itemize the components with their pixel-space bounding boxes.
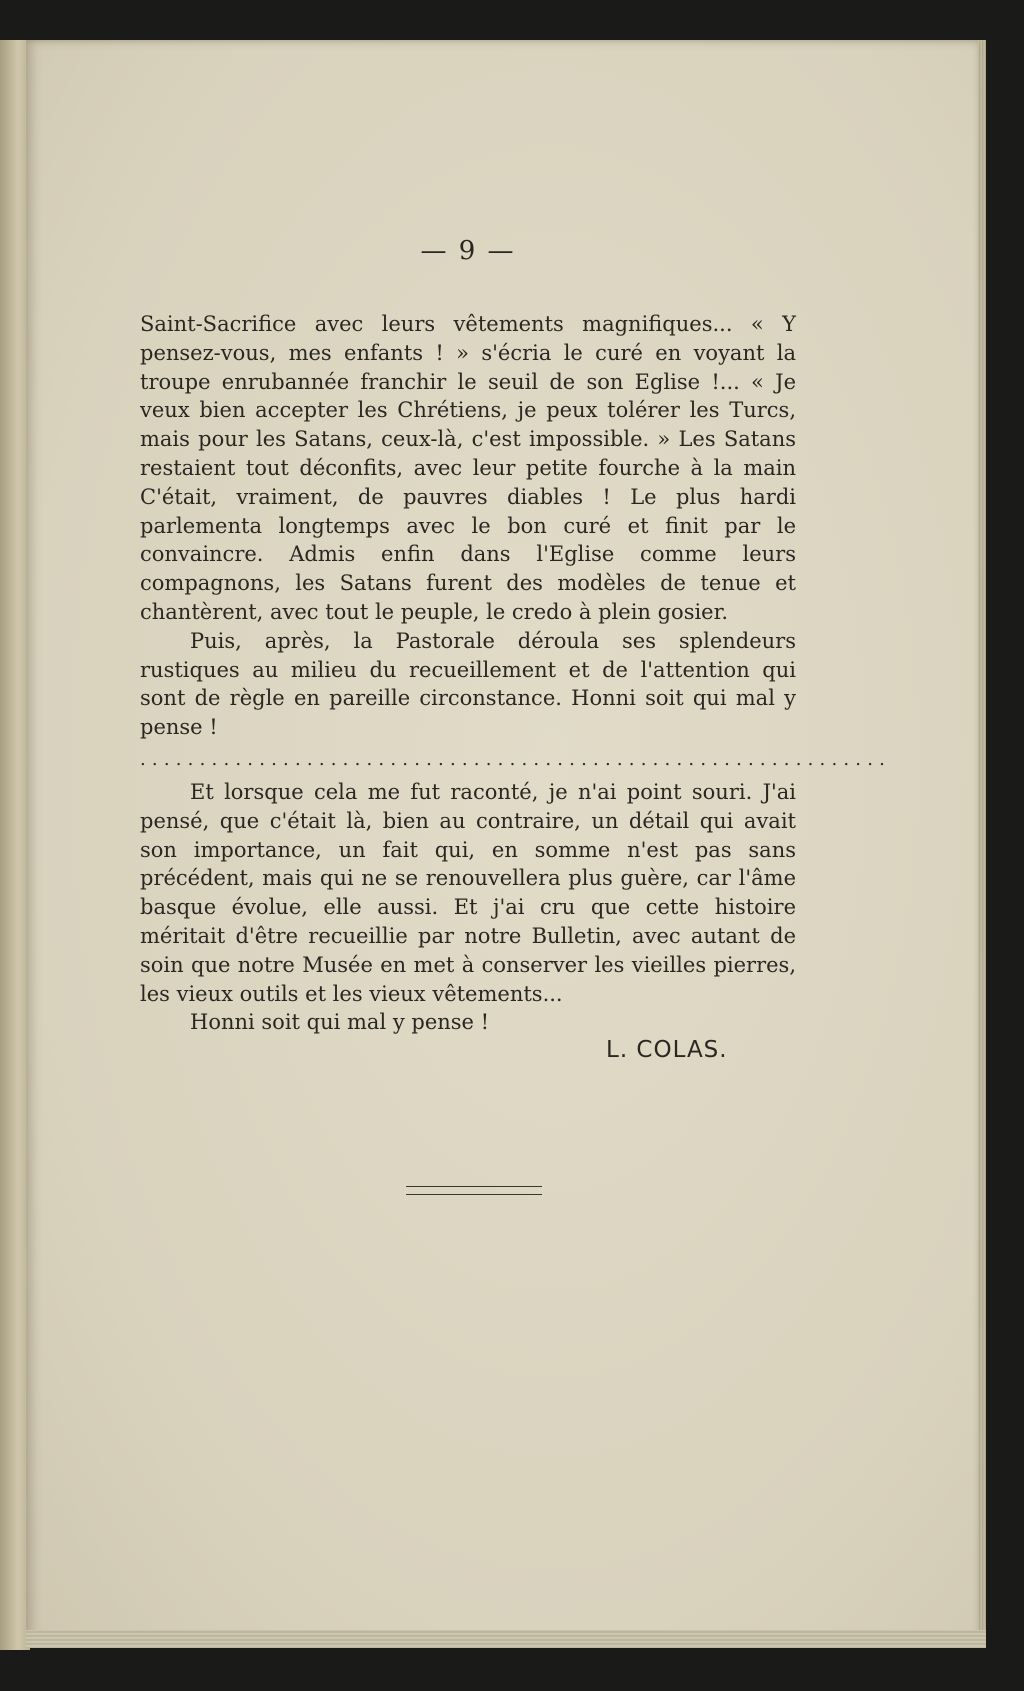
paragraph-4: Honni soit qui mal y pense ! — [190, 1010, 490, 1035]
page-stack-edge-right — [978, 40, 986, 1648]
paragraph-1: Saint-Sacrifice avec leurs vêtements magnifiques... « Y pensez-vous, mes enfants ! » s'écria le curé en voyant la troupe enrubannée franchir le seuil de son Eglise !... « Je veux bien accepter les Chrétiens, je peux tolérer les Turcs, mais pour les Satans, ceux-là, c'est impossible. » Les Satans restaient tout déconfits, avec leur petite fourche à la main C'était, vraiment, de pauvres diables ! Le plus hardi parlementa longtemps avec le bon curé et finit par le convaincre. Admis enfin dans l'Eglise comme leurs compagnons, les Satans furent des modèles de tenue et chantèrent, avec tout le peuple, le credo à plein gosier. — [140, 312, 796, 624]
author-signature: L. COLAS. — [606, 1037, 728, 1063]
page-number: — 9 — — [420, 236, 516, 266]
closing-double-rule — [406, 1186, 542, 1195]
paragraph-3: Et lorsque cela me fut raconté, je n'ai point souri. J'ai pensé, que c'était là, bien au contraire, un détail qui avait son importance, un fait qui, en somme n'est pas sans précédent, mais qui ne se renouvellera plus guère, car l'âme basque évolue, elle aussi. Et j'ai cru que cette histoire méritait d'être recueillie par notre Bulletin, avec autant de soin que notre Musée en met à conserver les vieilles pierres, les vieux outils et les vieux vêtements... — [140, 779, 796, 1006]
page-stack-edge-bottom — [26, 1630, 986, 1648]
paragraph-2: Puis, après, la Pastorale déroula ses splendeurs rustiques au milieu du recueillement et de l'attention qui sont de règle en pareille circonstance. Honni soit qui mal y pense ! — [140, 628, 796, 740]
dotted-separator: ............................................................... — [140, 748, 892, 770]
body-text-block — [140, 236, 892, 1037]
